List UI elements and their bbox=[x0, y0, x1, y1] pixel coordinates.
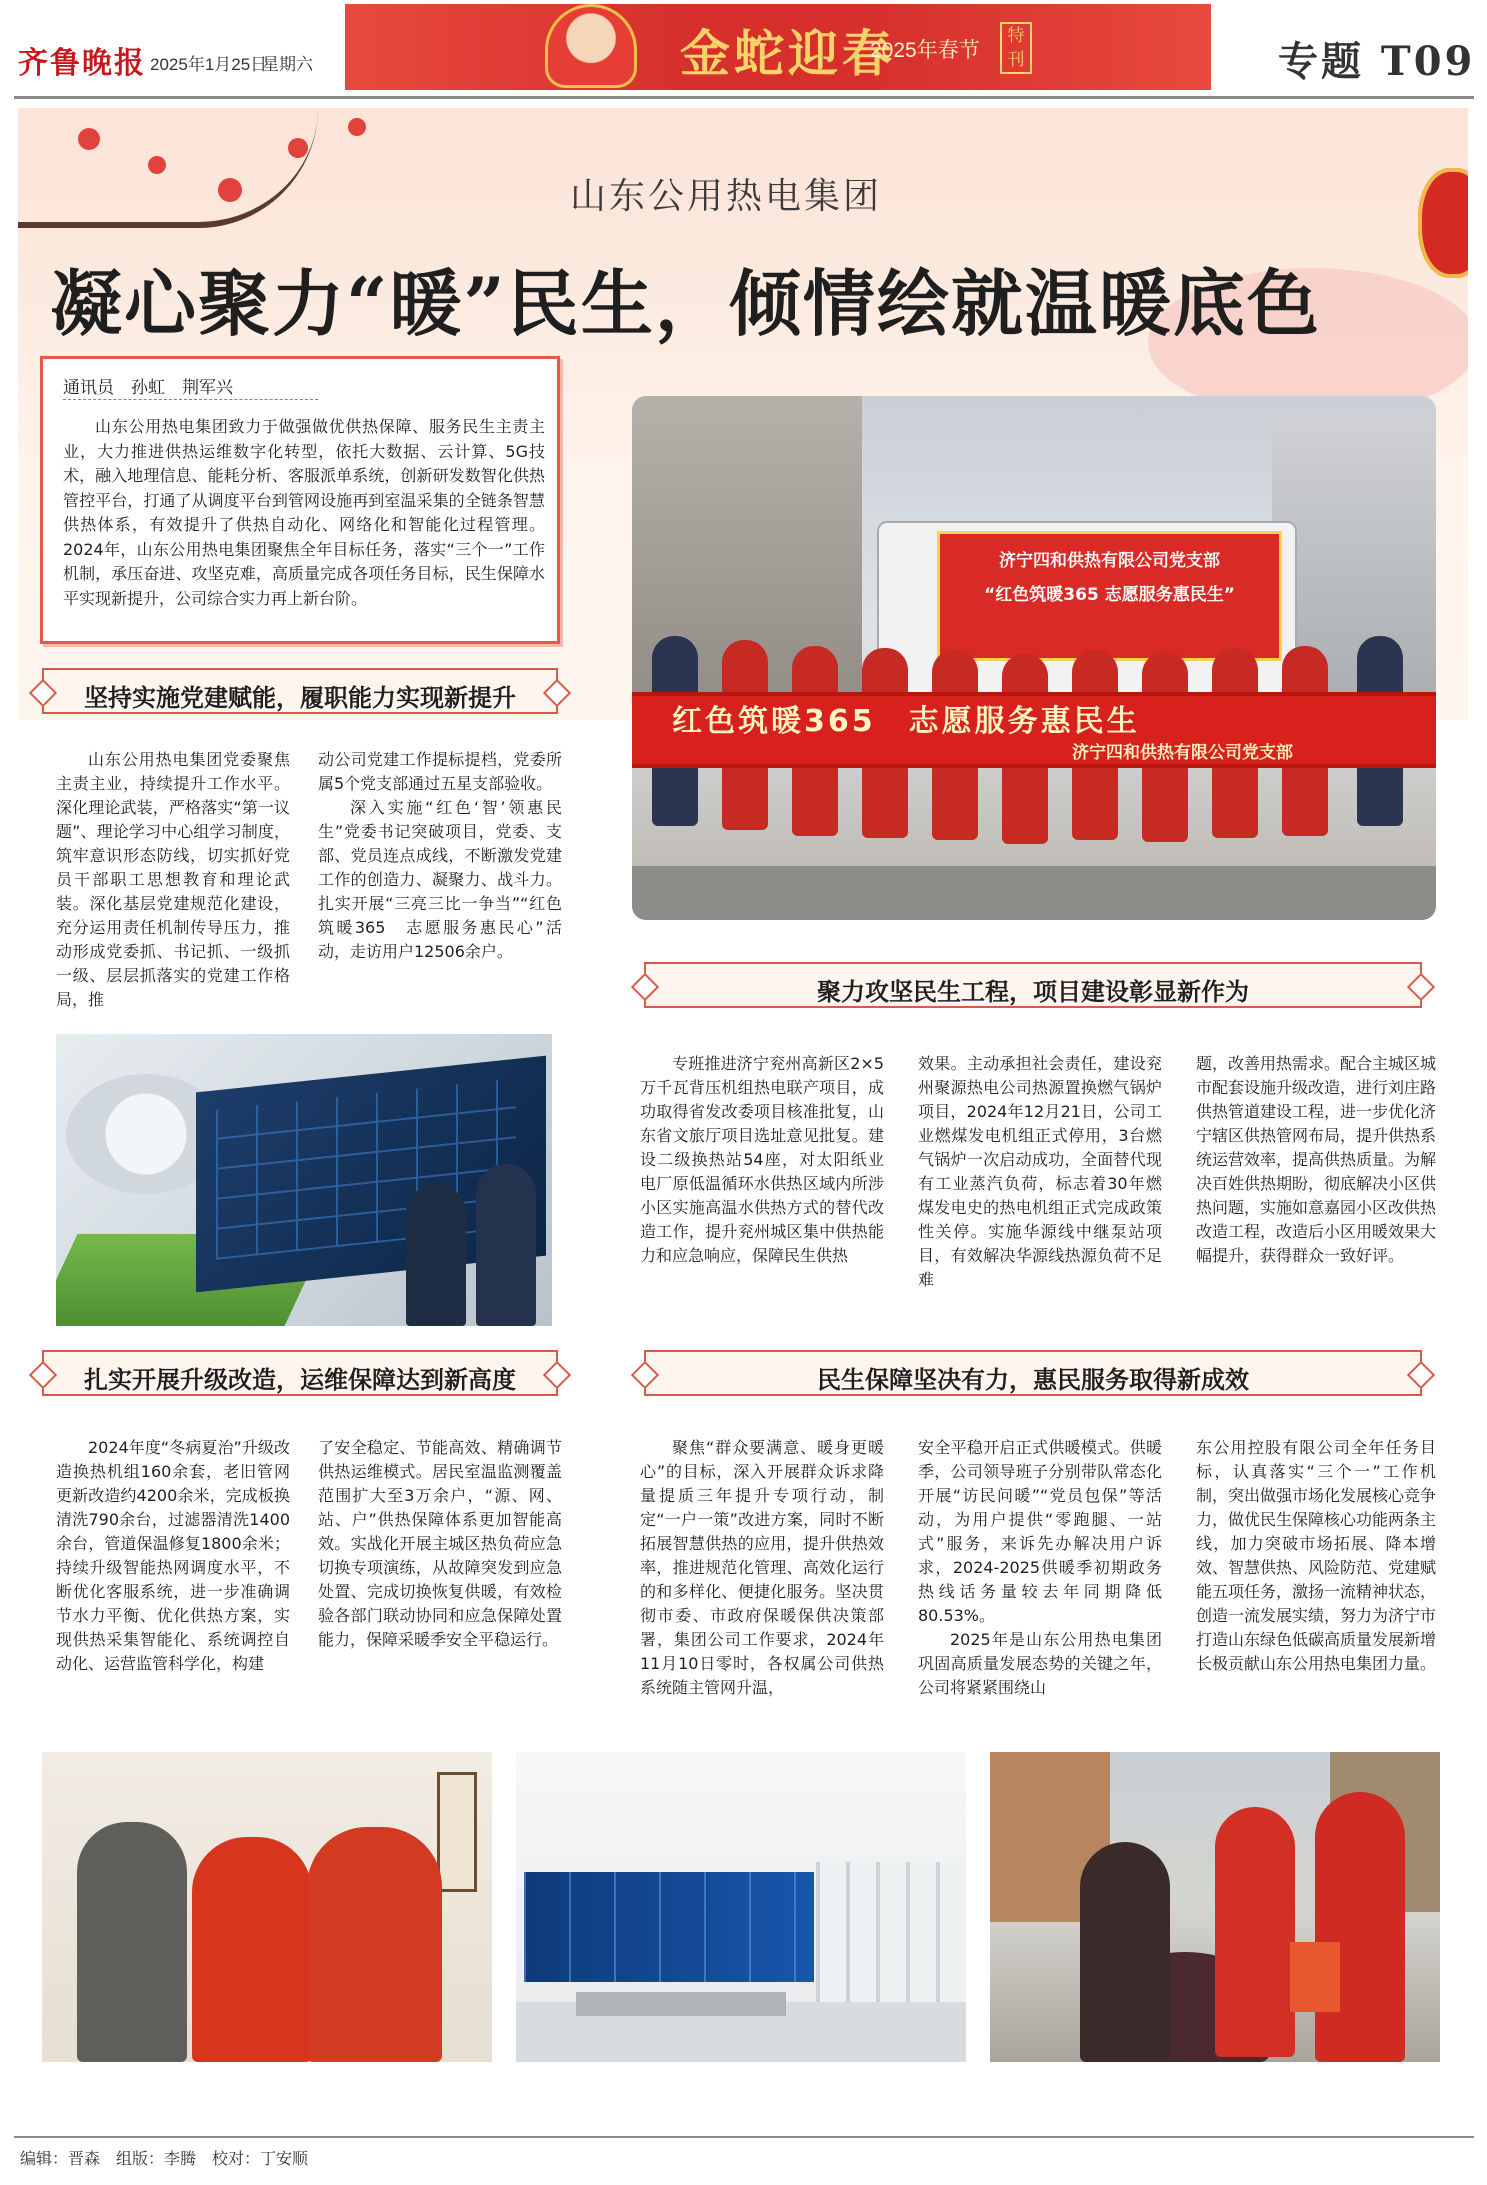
article-kicker: 山东公用热电集团 bbox=[570, 176, 883, 217]
desk-shape bbox=[576, 1992, 786, 2016]
section-4-column-1 bbox=[640, 1436, 884, 1700]
person-figure bbox=[1315, 1792, 1405, 2062]
plum-blossom-icon bbox=[288, 138, 308, 158]
paper-name: 齐鲁晚报 bbox=[18, 46, 146, 81]
masthead bbox=[0, 0, 1487, 96]
section-3-column-2 bbox=[318, 1436, 562, 1652]
section-label: 专题 T09 bbox=[1278, 38, 1476, 85]
section-2-column-2 bbox=[918, 1052, 1162, 1292]
home-visit-volunteers-photo bbox=[990, 1752, 1440, 2062]
banner-tag: 特刊 bbox=[1000, 22, 1032, 74]
article-headline: 凝心聚力“暖”民生，倾情绘就温暖底色 bbox=[50, 261, 1321, 346]
paragraph: 了安全稳定、节能高效、精确调节供热运维模式。居民室温监测覆盖范围扩大至3万余户，“源、网、站、户”供热保障体系更加智能高效。实战化开展主城区热负荷应急切换专项演练，从故障突发到应急处置、完成切换恢复供暖，有效检验各部门联动协同和应急保障处置能力，保障采暖季安全平稳运行。 bbox=[318, 1438, 562, 1649]
person-figure bbox=[406, 1184, 466, 1326]
section-heading-services bbox=[644, 1350, 1422, 1396]
section-heading-party-building bbox=[42, 668, 558, 714]
section-heading-text: 聚力攻坚民生工程，项目建设彰显新作为 bbox=[817, 977, 1249, 1006]
banner-title: 金蛇迎春 bbox=[680, 24, 896, 83]
issue-weekday: 星期六 bbox=[262, 55, 313, 75]
plum-blossom-icon bbox=[348, 118, 366, 136]
truck-sign-line-1: 济宁四和供热有限公司党支部 bbox=[999, 551, 1220, 571]
paragraph: 安全平稳开启正式供暖模式。供暖季，公司领导班子分别带队常态化开展“访民问暖”“党员包保”等活动，为用户提供“零跑腿、一站式”服务，来诉先办解决用户诉求，2024-2025供暖季初期政务热线话务量较去年同期降低80.53%。 bbox=[918, 1438, 1162, 1625]
section-4-column-2 bbox=[918, 1436, 1162, 1700]
paragraph: 聚焦“群众要满意、暖身更暖心”的目标，深入开展群众诉求降量提质三年提升专项行动，制定“一户一策”改进方案，同时不断拓展智慧供热的应用，提升供热效率，推进规范化管理、高效化运行的和多样化、便捷化服务。坚决贯彻市委、市政府保暖保供决策部署，集团公司工作要求，2024年11月10日零时，各权属公司供热系统随主管网升温， bbox=[640, 1438, 884, 1697]
paragraph: 深入实施“红色‘智’领惠民生”党委书记突破项目，党委、支部、党员连点成线，不断激发党建工作的创造力、凝聚力、战斗力。扎实开展“三亮三比一争当”“红色筑暖365 志愿服务惠民心”活动，走访用户12506余户。 bbox=[318, 798, 562, 961]
section-4-column-3 bbox=[1196, 1436, 1436, 1676]
dispatch-center-photo bbox=[516, 1752, 966, 2062]
footer-divider bbox=[14, 2136, 1474, 2138]
thumbs-up-workers-photo bbox=[42, 1752, 492, 2062]
person-figure bbox=[1080, 1842, 1170, 2062]
red-banner-subtext: 济宁四和供热有限公司党支部 bbox=[1072, 743, 1293, 763]
paragraph: 题，改善用热需求。配合主城区城市配套设施升级改造，进行刘庄路供热管道建设工程，进一步优化济宁辖区供热管网布局，提升供热系统运营效率，提高供热质量。为解决百姓供热期盼，彻底解决小区供热问题，实施如意嘉园小区改供热改造工程，改造后小区用暖效果大幅提升，获得群众一致好评。 bbox=[1196, 1054, 1437, 1265]
person-figure bbox=[476, 1164, 536, 1326]
person-figure bbox=[1215, 1807, 1295, 2057]
lead-box bbox=[40, 356, 560, 644]
section-1-column-1 bbox=[56, 748, 290, 1012]
person-figure bbox=[77, 1822, 187, 2062]
monitor-grid bbox=[524, 1872, 814, 1982]
paragraph: 2025年是山东公用热电集团巩固高质量发展态势的关键之年，公司将紧紧围绕山 bbox=[918, 1630, 1162, 1697]
truck-sign-line-2: “红色筑暖365 志愿服务惠民生” bbox=[984, 585, 1235, 605]
section-heading-projects bbox=[644, 962, 1422, 1008]
section-heading-text: 民生保障坚决有力，惠民服务取得新成效 bbox=[817, 1365, 1249, 1394]
volunteer-group-photo bbox=[632, 396, 1436, 920]
section-3-column-1 bbox=[56, 1436, 290, 1676]
section-heading-upgrades bbox=[42, 1350, 558, 1396]
section-1-column-2 bbox=[318, 748, 562, 964]
banner-subtitle: 2025年春节 bbox=[870, 39, 980, 62]
section-heading-text: 扎实开展升级改造，运维保障达到新高度 bbox=[84, 1365, 516, 1394]
section-2-column-3 bbox=[1196, 1052, 1436, 1268]
section-heading-text: 坚持实施党建赋能，履职能力实现新提升 bbox=[84, 683, 516, 712]
control-room-photo bbox=[56, 1034, 552, 1326]
paragraph: 东公用控股有限公司全年任务目标，认真落实“三个一”工作机制，突出做强市场化发展核心竞争力，做优民生保障核心功能两条主线，加力突破市场拓展、降本增效、智慧供热、风险防范、党建赋能五项任务，激扬一流精神状态，创造一流发展实绩，努力为济宁市打造山东绿色低碳高质量发展新增长极贡献山东公用热电集团力量。 bbox=[1196, 1438, 1437, 1673]
lead-paragraph: 山东公用热电集团致力于做强做优供热保障、服务民生主责主业，大力推进供热运维数字化转型，依托大数据、云计算、5G技术，融入地理信息、能耗分析、客服派单系统，创新研发数智化供热管控平台，打通了从调度平台到管网设施再到室温采集的全链条智慧供热体系，有效提升了供热自动化、网络化和智能化过程管理。2024年，山东公用热电集团聚焦全年目标任务，落实“三个一”工作机制，承压奋进、攻坚克难，高质量完成各项任务目标，民生保障水平实现新提升，公司综合实力再上新台阶。 bbox=[63, 417, 545, 608]
person-figure bbox=[307, 1827, 442, 2062]
red-banner-text: 红色筑暖365 志愿服务惠民生 bbox=[672, 704, 1140, 739]
plum-blossom-icon bbox=[148, 156, 166, 174]
person-figure bbox=[192, 1837, 312, 2062]
plum-blossom-icon bbox=[78, 128, 100, 150]
paragraph: 效果。主动承担社会责任，建设兖州聚源热电公司热源置换燃气锅炉项目，2024年12月21日，公司工业燃煤发电机组正式停用，3台燃气锅炉一次启动成功，全面替代现有工业蒸汽负荷，标志着30年燃煤发电史的热电机组正式完成政策性关停。实施华源线中继泵站项目，有效解决华源线热源负荷不足难 bbox=[918, 1054, 1162, 1289]
plum-blossom-icon bbox=[218, 178, 242, 202]
masthead-divider bbox=[14, 96, 1474, 99]
byline: 通讯员 孙虹 荆军兴 bbox=[63, 378, 233, 398]
paragraph: 山东公用热电集团党委聚焦主责主业，持续提升工作水平。深化理论武装，严格落实“第一议题”、理论学习中心组学习制度，筑牢意识形态防线，切实抓好党员干部职工思想教育和理论武装。深化基层党建规范化建设，充分运用责任机制传导压力，推动形成党委抓、书记抓、一级抓一级、层层抓落实的党建工作格局，推 bbox=[56, 750, 290, 1009]
paragraph: 专班推进济宁兖州高新区2×5万千瓦背压机组热电联产项目，成功取得省发改委项目核准批复，山东省文旅厅项目选址意见批复。建设二级换热站54座，对太阳纸业电厂原低温循环水供热区域内所涉小区实施高温水供热方式的替代改造工作，提升兖州城区集中供热能力和应急响应，保障民生供热 bbox=[640, 1054, 884, 1265]
issue-date: 2025年1月25日 bbox=[150, 55, 268, 74]
ground-shape bbox=[632, 866, 1436, 920]
footer-credits: 编辑：晋森 组版：李腾 校对：丁安顺 bbox=[20, 2149, 309, 2168]
gift-bag-shape bbox=[1290, 1942, 1340, 2012]
paragraph: 动公司党建工作提标提档，党委所属5个党支部通过五星支部验收。 bbox=[318, 750, 562, 793]
plum-branch-icon bbox=[18, 108, 318, 228]
section-2-column-1 bbox=[640, 1052, 884, 1268]
byline-divider bbox=[63, 399, 318, 400]
wall-frame-shape bbox=[437, 1772, 477, 1892]
paragraph: 2024年度“冬病夏治”升级改造换热机组160余套，老旧管网更新改造约4200余米，完成板换清洗790余台，过滤器清洗1400余台，管道保温修复1800余米；持续升级智能热网调度水平，不断优化客服系统，进一步准确调节水力平衡、优化供热方案，实现供热采集智能化、系统调控自动化、运营监管科学化，构建 bbox=[56, 1438, 290, 1673]
snake-mascot-icon bbox=[545, 4, 637, 88]
monitor-grid bbox=[216, 1078, 516, 1260]
glass-wall-shape bbox=[816, 1862, 966, 2002]
